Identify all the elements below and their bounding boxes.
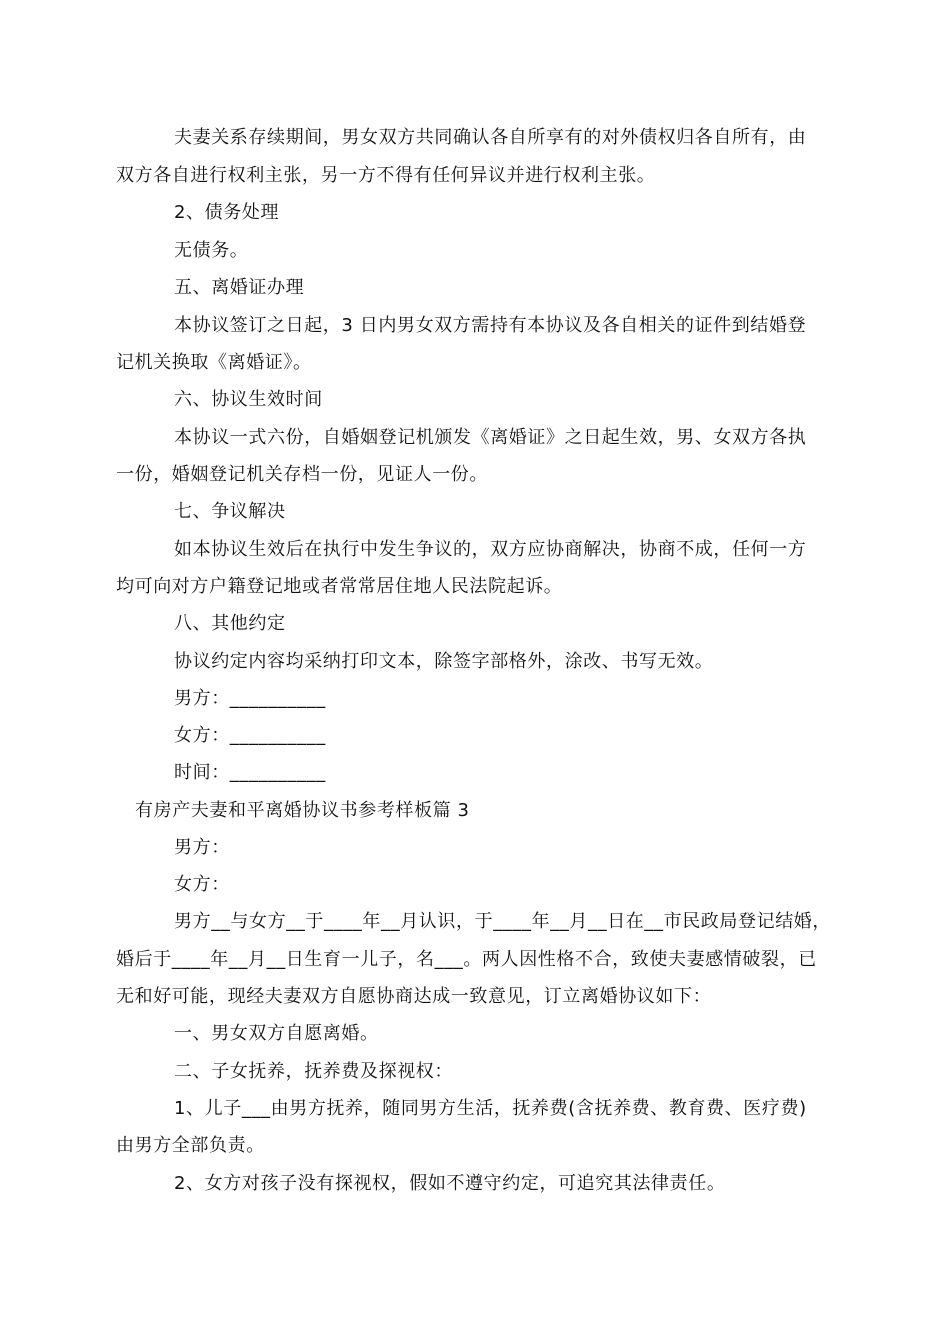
paragraph-line: 无债务。 <box>174 240 249 261</box>
section-heading: 八、其他约定 <box>174 613 286 634</box>
paragraph-line: 一份，婚姻登记机关存档一份，见证人一份。 <box>116 464 488 485</box>
section-heading: 六、协议生效时间 <box>174 389 323 410</box>
paragraph-line: 由男方全部负责。 <box>116 1135 265 1156</box>
paragraph-line: 记机关换取《离婚证》。 <box>116 352 312 373</box>
paragraph-line: 夫妻关系存续期间，男女双方共同确认各自所享有的对外债权归各自所有，由 <box>174 127 807 148</box>
party-man-label: 男方： <box>174 837 230 858</box>
paragraph-line: 婚后于____年__月__日生育一儿子，名___。两人因性格不合，致使夫妻感情破裂，已 <box>116 949 817 970</box>
paragraph-line: 本协议一式六份，自婚姻登记机颁发《离婚证》之日起生效，男、女双方各执 <box>174 427 807 448</box>
paragraph-line: 如本协议生效后在执行中发生争议的，双方应协商解决，协商不成，任何一方 <box>174 539 807 560</box>
section-heading: 七、争议解决 <box>174 501 286 522</box>
paragraph-line: 协议约定内容均采纳打印文本，除签字部格外，涂改、书写无效。 <box>174 651 714 672</box>
paragraph-line: 1、儿子___由男方抚养，随同男方生活，抚养费(含抚养费、教育费、医疗费) <box>174 1098 807 1119</box>
section-heading: 一、男女双方自愿离婚。 <box>174 1023 379 1044</box>
section-heading: 二、子女抚养，抚养费及探视权： <box>174 1061 453 1082</box>
section-heading: 五、离婚证办理 <box>174 277 305 298</box>
signature-line-woman: 女方：__________ <box>174 725 326 746</box>
signature-line-man: 男方：__________ <box>174 688 326 709</box>
paragraph-line: 均可向对方户籍登记地或者常常居住地人民法院起诉。 <box>116 576 563 597</box>
paragraph-line: 无和好可能，现经夫妻双方自愿协商达成一致意见，订立离婚协议如下： <box>116 986 712 1007</box>
section-heading: 2、债务处理 <box>174 202 280 223</box>
party-woman-label: 女方： <box>174 874 230 895</box>
signature-line-date: 时间：__________ <box>174 762 326 783</box>
document-title: 有房产夫妻和平离婚协议书参考样板篇 3 <box>135 800 470 821</box>
paragraph-line: 本协议签订之日起，3 日内男女双方需持有本协议及各自相关的证件到结婚登 <box>174 315 807 336</box>
paragraph-line: 男方__与女方__于____年__月认识，于____年__月__日在__市民政局登记结婚， <box>174 911 831 932</box>
paragraph-line: 2、女方对孩子没有探视权，假如不遵守约定，可追究其法律责任。 <box>174 1173 726 1194</box>
paragraph-line: 双方各自进行权利主张，另一方不得有任何异议并进行权利主张。 <box>116 165 656 186</box>
